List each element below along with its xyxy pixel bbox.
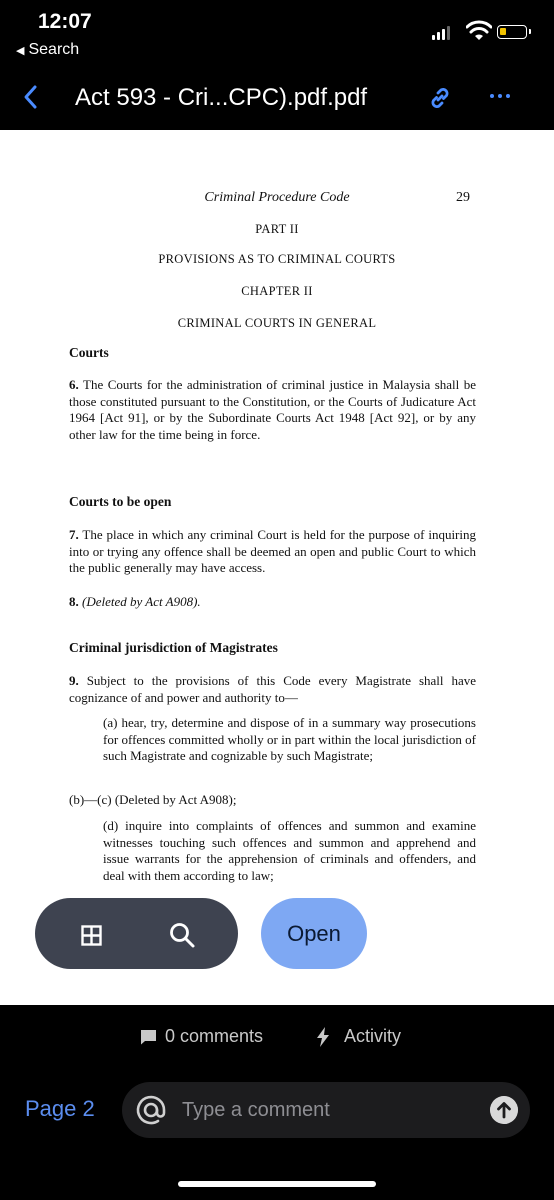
comment-input[interactable] — [180, 1093, 474, 1127]
signal-icon — [432, 24, 450, 40]
subsection-paragraph: (b)—(c) (Deleted by Act A908); — [69, 792, 237, 807]
section-paragraph — [69, 673, 476, 706]
subsection-paragraph: (a) hear, try, determine and dispose of in a summary way prosecutions for offences committed wholly or in part within the local jurisdiction of such Magistrate and cognizable by such Magistrate; — [103, 715, 476, 763]
comments-button[interactable] — [140, 1026, 263, 1047]
subsection-paragraph: (d) inquire into complaints of offences and summon and examine witnesses touching such offences and summon and apprehend and issue warrants for the apprehension of criminals and offenders, and deal with them according to law; — [103, 818, 476, 883]
section-heading: Courts — [69, 345, 109, 360]
back-to-app-button[interactable] — [16, 41, 79, 59]
grid-icon[interactable] — [81, 925, 102, 946]
status-bar — [0, 0, 554, 68]
section-heading: Criminal jurisdiction of Magistrates — [69, 640, 278, 655]
open-button[interactable]: Open — [261, 898, 367, 969]
floating-toolbar — [35, 898, 238, 969]
comment-icon — [140, 1029, 157, 1045]
activity-label: Activity — [344, 1026, 402, 1046]
back-chevron-icon[interactable] — [18, 82, 42, 112]
title-bar — [0, 68, 554, 130]
search-icon[interactable] — [168, 921, 196, 949]
section-number: 6. — [69, 377, 79, 392]
link-icon[interactable] — [426, 84, 454, 112]
mention-at-icon[interactable] — [134, 1093, 168, 1127]
section-heading: Courts to be open — [69, 494, 172, 509]
chapter-title: CRIMINAL COURTS IN GENERAL — [177, 316, 377, 330]
more-options-icon[interactable] — [490, 94, 510, 98]
home-indicator — [178, 1181, 376, 1187]
page-number: 29 — [456, 190, 470, 205]
section-number: 7. — [69, 527, 79, 542]
back-triangle-icon: ◀ — [16, 44, 25, 57]
wifi-icon — [466, 20, 492, 42]
comments-label: 0 comments — [165, 1026, 264, 1046]
activity-button[interactable] — [316, 1026, 401, 1047]
page-indicator[interactable]: Page 2 — [25, 1096, 95, 1121]
bolt-icon — [316, 1027, 330, 1047]
section-text: Subject to the provisions of this Code every Magistrate shall have cognizance of and power and authority to— — [69, 673, 476, 705]
section-paragraph — [69, 527, 476, 577]
document-title: Act 593 - Cri...CPC).pdf.pdf — [75, 84, 368, 111]
part-label: PART II — [255, 222, 299, 236]
send-arrow-icon[interactable] — [490, 1096, 518, 1124]
running-head: Criminal Procedure Code — [204, 190, 350, 205]
section-number: 8. — [69, 594, 79, 609]
section-text: (Deleted by Act A908). — [82, 594, 201, 609]
chapter-label: CHAPTER II — [241, 284, 313, 298]
battery-icon — [497, 25, 527, 39]
status-time: 12:07 — [38, 10, 92, 33]
section-paragraph — [69, 377, 476, 443]
back-app-label: Search — [28, 41, 80, 58]
section-number: 9. — [69, 673, 79, 688]
part-title: PROVISIONS AS TO CRIMINAL COURTS — [158, 252, 396, 266]
section-paragraph — [69, 594, 476, 611]
pdf-page[interactable] — [0, 130, 554, 1005]
section-text: The place in which any criminal Court is held for the purpose of inquiring into or trying any offence shall be deemed an open and public Court to which the public generally may have access. — [69, 527, 477, 575]
section-text: The Courts for the administration of criminal justice in Malaysia shall be those constituted pursuant to the Constitution, or the Courts of Judicature Act 1964 [Act 91], or by the Subordinate Courts Act 1948 [Act 92], or by any other law for the time being in force. — [69, 377, 477, 442]
